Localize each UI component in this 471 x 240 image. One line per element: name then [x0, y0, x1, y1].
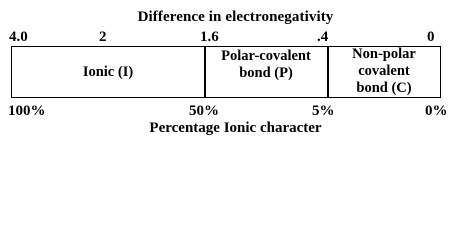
top-tick-1-6: 1.6 — [200, 29, 219, 45]
non-polar-covalent-region-label — [328, 46, 440, 97]
top-tick-4-0: 4.0 — [9, 29, 28, 45]
nonpolar-label-line-3: bond (C) — [356, 80, 412, 96]
bottom-tick-0-percent: 0% — [425, 103, 448, 119]
nonpolar-label-line-2: covalent — [358, 63, 410, 79]
bottom-tick-50-percent: 50% — [189, 103, 219, 119]
top-axis-title: Difference in electronegativity — [137, 9, 334, 25]
bottom-axis-title: Percentage Ionic character — [149, 120, 322, 136]
ionic-label-line-1: Ionic (I) — [82, 64, 134, 80]
polar-label-line-1: Polar-covalent — [221, 48, 311, 64]
ionic-region-label — [12, 64, 204, 81]
bond-type-box — [11, 46, 441, 98]
bottom-tick-5-percent: 5% — [312, 103, 335, 119]
top-tick-0-4: .4 — [317, 29, 329, 45]
nonpolar-label-line-1: Non-polar — [352, 46, 416, 62]
polar-label-line-2: bond (P) — [239, 65, 293, 81]
top-tick-0: 0 — [427, 29, 435, 45]
bottom-tick-100-percent: 100% — [8, 103, 46, 119]
polar-covalent-region-label — [205, 48, 327, 82]
top-tick-2: 2 — [99, 29, 107, 45]
